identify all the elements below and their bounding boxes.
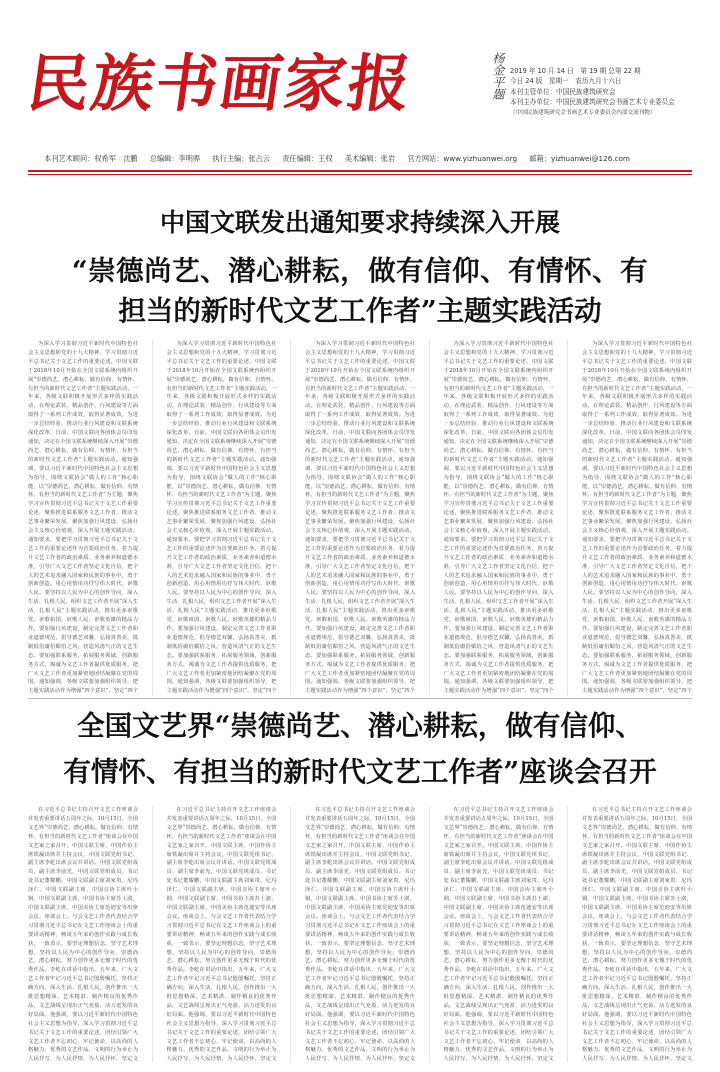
column-separator (567, 340, 568, 695)
issue-date: 2019 年 10 月 14 日 第 19 期 总第 22 期 (510, 67, 641, 75)
publication-note: （中国民族建筑研究会书画艺术专业委员会内部交流刊物） (510, 109, 656, 116)
article2-body (28, 806, 692, 1062)
article2-column: 在习近平总书记主持召开文艺工作座谈会并发表重要讲话五周年之际，10月15日，全国文艺界“崇德尚艺、潜心耕耘，做有信仰、有情怀、有担当的新时代文艺工作者”座谈会在中国文艺家之家召开。中国文联主席、中国作协主席铁凝出席并主持会议，中国文联党组书记、副主席李屹出席会议并讲话。中国文联党组成员、副主席李前光，中国文联党组成员、书记处书记董耀鹏，中国文联副主席刘家贵、尼玛泽仁、中国文联副主席、中国音协主席叶小钢，中国文联副主席、中国书协主席苏士澍，中国文联副主席、中国美协主席范迪安等出席会议。座谈会上，与会文艺工作者代表结合学习贯彻习近平总书记在文艺工作座谈会上的重要讲话精神，畅谈五年来的创作实践与成长收获，一致表示，要坚定理想信念，坚守艺术理想，坚持以人民为中心的创作导向，崇德尚艺、潜心耕耘，努力创作更多无愧于时代的优秀作品。李屹在讲话中指出，五年来，广大文艺工作者牢记习近平总书记殷殷嘱托，坚持正确方向，深入生活、扎根人民，创作推出一大批思想精深、艺术精湛、制作精良的优秀作品，文艺战线呈现出正气充盈、活力迸发的良好局面。他强调，要以习近平新时代中国特色社会主义思想为指导，深入学习贯彻习近平总书记关于文艺工作的重要论述，团结引领广大文艺工作者不忘初心、牢记使命，以高尚的人格魅力、优秀的文艺作品、文明的行为举止为人民抒写、为人民抒情、为人民抒怀，坚定文 (582, 807, 692, 1062)
article1-title-line2: 担当的新时代文艺工作者”主题实践活动 (118, 295, 602, 327)
article2-column: 在习近平总书记主持召开文艺工作座谈会并发表重要讲话五周年之际，10月15日，全国文艺界“崇德尚艺、潜心耕耘，做有信仰、有情怀、有担当的新时代文艺工作者”座谈会在中国文艺家之家召开。中国文联主席、中国作协主席铁凝出席并主持会议，中国文联党组书记、副主席李屹出席会议并讲话。中国文联党组成员、副主席李前光，中国文联党组成员、书记处书记董耀鹏，中国文联副主席刘家贵、尼玛泽仁、中国文联副主席、中国音协主席叶小钢，中国文联副主席、中国书协主席苏士澍，中国文联副主席、中国美协主席范迪安等出席会议。座谈会上，与会文艺工作者代表结合学习贯彻习近平总书记在文艺工作座谈会上的重要讲话精神，畅谈五年来的创作实践与成长收获，一致表示，要坚定理想信念，坚守艺术理想，坚持以人民为中心的创作导向，崇德尚艺、潜心耕耘，努力创作更多无愧于时代的优秀作品。李屹在讲话中指出，五年来，广大文艺工作者牢记习近平总书记殷殷嘱托，坚持正确方向，深入生活、扎根人民，创作推出一大批思想精深、艺术精湛、制作精良的优秀作品，文艺战线呈现出正气充盈、活力迸发的良好局面。他强调，要以习近平新时代中国特色社会主义思想为指导，深入学习贯彻习近平总书记关于文艺工作的重要论述，团结引领广大文艺工作者不忘初心、牢记使命，以高尚的人格魅力、优秀的文艺作品、文明的行为举止为人民抒写、为人民抒情、为人民抒怀，坚定文 (166, 807, 277, 1062)
header-rule-thin (28, 174, 692, 175)
staff-bar (44, 152, 684, 166)
staff-exec-editor: 执行主编：张占云 (212, 154, 270, 163)
article1-column: 为深入学习贯彻习近平新时代中国特色社会主义思想和党的十九大精神，学习贯彻习近平总书记关于文艺工作的重要论述，中国文联于2018年10月开始在全国文联系统内组织开展“崇德尚艺、潜心耕耘，做有信仰、有情怀、有担当的新时代文艺工作者”主题实践活动，一年来，各级文联积极开展形式多样的实践活动，在理论武装、精品创作、行风建设等方面取得了一系列工作成效，取得显著成效。为进一步总结经验、推动行业行风建设和文联系统深化改革，日前，中国文联向各团体会员印发通知，决定在全国文联系统继续深入开展“崇德尚艺、潜心耕耘，做有信仰、有情怀、有担当的新时代文艺工作者”主题实践活动。通知强调，要以习近平新时代中国特色社会主义思想为指导，围绕文联协会“做人的工作”核心职能，以“崇德尚艺、潜心耕耘，做有信仰、有情怀、有担当的新时代文艺工作者”为主题，聚焦学习宣传贯彻习近平总书记关于文艺工作重要论述，聚焦推进联系服务文艺工作者、推动文艺事业繁荣发展，聚焦加强行风建设、弘扬社会主义核心价值观，深入开展主题实践活动。通知要求，要把学习贯彻习近平总书记关于文艺工作的重要论述作为首要政治任务，着力提升文艺工作者的政治素质、业务素养和道德水准，引导广大文艺工作者坚定文化自信，把个人的艺术追求融入国家和民族的事业中，勇于创新创造，用心用情用功抒写伟大时代、讴歌人民。要坚持以人民为中心的创作导向，深入生活、扎根人民，组织文艺工作者开展“深入生活、扎根人民”主题实践活动，推出更多讴歌党、讴歌祖国、讴歌人民、讴歌英雄的精品力作。要加强行风建设，制定完善文艺工作者职业道德规范，倡导德艺双馨，弘扬真善美，抵制低俗庸俗媚俗之风，营造风清气正的文艺生态。要加强联系服务，拓展服务领域，创新服务方式，竭诚为文艺工作者提供优质服务，把广大文艺工作者更加紧密地团结凝聚在党的周围。通知强调，各级文联要加强组织领导，把主题实践活动作为增强“四个意识”、坚定“四个 (166, 341, 277, 695)
calligraphy-signature: 杨金平题 (491, 52, 505, 100)
host-line: 本刊主办单位：中国民族建筑研究会书画艺术专业委员会 (510, 98, 675, 107)
staff-editor-in-chief: 总编辑：李明骅 (149, 154, 201, 163)
article1-column: 为深入学习贯彻习近平新时代中国特色社会主义思想和党的十九大精神，学习贯彻习近平总书记关于文艺工作的重要论述，中国文联于2018年10月开始在全国文联系统内组织开展“崇德尚艺、潜心耕耘，做有信仰、有情怀、有担当的新时代文艺工作者”主题实践活动，一年来，各级文联积极开展形式多样的实践活动，在理论武装、精品创作、行风建设等方面取得了一系列工作成效，取得显著成效。为进一步总结经验、推动行业行风建设和文联系统深化改革，日前，中国文联向各团体会员印发通知，决定在全国文联系统继续深入开展“崇德尚艺、潜心耕耘，做有信仰、有情怀、有担当的新时代文艺工作者”主题实践活动。通知强调，要以习近平新时代中国特色社会主义思想为指导，围绕文联协会“做人的工作”核心职能，以“崇德尚艺、潜心耕耘，做有信仰、有情怀、有担当的新时代文艺工作者”为主题，聚焦学习宣传贯彻习近平总书记关于文艺工作重要论述，聚焦推进联系服务文艺工作者、推动文艺事业繁荣发展，聚焦加强行风建设、弘扬社会主义核心价值观，深入开展主题实践活动。通知要求，要把学习贯彻习近平总书记关于文艺工作的重要论述作为首要政治任务，着力提升文艺工作者的政治素质、业务素养和道德水准，引导广大文艺工作者坚定文化自信，把个人的艺术追求融入国家和民族的事业中，勇于创新创造，用心用情用功抒写伟大时代、讴歌人民。要坚持以人民为中心的创作导向，深入生活、扎根人民，组织文艺工作者开展“深入生活、扎根人民”主题实践活动，推出更多讴歌党、讴歌祖国、讴歌人民、讴歌英雄的精品力作。要加强行风建设，制定完善文艺工作者职业道德规范，倡导德艺双馨，弘扬真善美，抵制低俗庸俗媚俗之风，营造风清气正的文艺生态。要加强联系服务，拓展服务领域，创新服务方式，竭诚为文艺工作者提供优质服务，把广大文艺工作者更加紧密地团结凝聚在党的周围。通知强调，各级文联要加强组织领导，把主题实践活动作为增强“四个意识”、坚定“四个 (443, 341, 554, 695)
article2-column: 在习近平总书记主持召开文艺工作座谈会并发表重要讲话五周年之际，10月15日，全国文艺界“崇德尚艺、潜心耕耘，做有信仰、有情怀、有担当的新时代文艺工作者”座谈会在中国文艺家之家召开。中国文联主席、中国作协主席铁凝出席并主持会议，中国文联党组书记、副主席李屹出席会议并讲话。中国文联党组成员、副主席李前光，中国文联党组成员、书记处书记董耀鹏，中国文联副主席刘家贵、尼玛泽仁、中国文联副主席、中国音协主席叶小钢，中国文联副主席、中国书协主席苏士澍，中国文联副主席、中国美协主席范迪安等出席会议。座谈会上，与会文艺工作者代表结合学习贯彻习近平总书记在文艺工作座谈会上的重要讲话精神，畅谈五年来的创作实践与成长收获，一致表示，要坚定理想信念，坚守艺术理想，坚持以人民为中心的创作导向，崇德尚艺、潜心耕耘，努力创作更多无愧于时代的优秀作品。李屹在讲话中指出，五年来，广大文艺工作者牢记习近平总书记殷殷嘱托，坚持正确方向，深入生活、扎根人民，创作推出一大批思想精深、艺术精湛、制作精良的优秀作品，文艺战线呈现出正气充盈、活力迸发的良好局面。他强调，要以习近平新时代中国特色社会主义思想为指导，深入学习贯彻习近平总书记关于文艺工作的重要论述，团结引领广大文艺工作者不忘初心、牢记使命，以高尚的人格魅力、优秀的文艺作品、文明的行为举止为人民抒写、为人民抒情、为人民抒怀，坚定文 (28, 807, 138, 1062)
column-separator (429, 340, 430, 695)
sponsor-line: 本刊主管单位：中国民族建筑研究会 (510, 87, 616, 96)
article1-column: 为深入学习贯彻习近平新时代中国特色社会主义思想和党的十九大精神，学习贯彻习近平总书记关于文艺工作的重要论述，中国文联于2018年10月开始在全国文联系统内组织开展“崇德尚艺、潜心耕耘，做有信仰、有情怀、有担当的新时代文艺工作者”主题实践活动，一年来，各级文联积极开展形式多样的实践活动，在理论武装、精品创作、行风建设等方面取得了一系列工作成效，取得显著成效。为进一步总结经验、推动行业行风建设和文联系统深化改革，日前，中国文联向各团体会员印发通知，决定在全国文联系统继续深入开展“崇德尚艺、潜心耕耘，做有信仰、有情怀、有担当的新时代文艺工作者”主题实践活动。通知强调，要以习近平新时代中国特色社会主义思想为指导，围绕文联协会“做人的工作”核心职能，以“崇德尚艺、潜心耕耘，做有信仰、有情怀、有担当的新时代文艺工作者”为主题，聚焦学习宣传贯彻习近平总书记关于文艺工作重要论述，聚焦推进联系服务文艺工作者、推动文艺事业繁荣发展，聚焦加强行风建设、弘扬社会主义核心价值观，深入开展主题实践活动。通知要求，要把学习贯彻习近平总书记关于文艺工作的重要论述作为首要政治任务，着力提升文艺工作者的政治素质、业务素养和道德水准，引导广大文艺工作者坚定文化自信，把个人的艺术追求融入国家和民族的事业中，勇于创新创造，用心用情用功抒写伟大时代、讴歌人民。要坚持以人民为中心的创作导向，深入生活、扎根人民，组织文艺工作者开展“深入生活、扎根人民”主题实践活动，推出更多讴歌党、讴歌祖国、讴歌人民、讴歌英雄的精品力作。要加强行风建设，制定完善文艺工作者职业道德规范，倡导德艺双馨，弘扬真善美，抵制低俗庸俗媚俗之风，营造风清气正的文艺生态。要加强联系服务，拓展服务领域，创新服务方式，竭诚为文艺工作者提供优质服务，把广大文艺工作者更加紧密地团结凝聚在党的周围。通知强调，各级文联要加强组织领导，把主题实践活动作为增强“四个意识”、坚定“四个 (28, 341, 138, 695)
article2-title-line1: 全国文艺界“崇德尚艺、潜心耕耘，做有信仰、 (77, 710, 643, 742)
article1-title-line1: “崇德尚艺、潜心耕耘，做有信仰、有情怀、有 (71, 255, 649, 287)
article1-column: 为深入学习贯彻习近平新时代中国特色社会主义思想和党的十九大精神，学习贯彻习近平总书记关于文艺工作的重要论述，中国文联于2018年10月开始在全国文联系统内组织开展“崇德尚艺、潜心耕耘，做有信仰、有情怀、有担当的新时代文艺工作者”主题实践活动，一年来，各级文联积极开展形式多样的实践活动，在理论武装、精品创作、行风建设等方面取得了一系列工作成效，取得显著成效。为进一步总结经验、推动行业行风建设和文联系统深化改革，日前，中国文联向各团体会员印发通知，决定在全国文联系统继续深入开展“崇德尚艺、潜心耕耘，做有信仰、有情怀、有担当的新时代文艺工作者”主题实践活动。通知强调，要以习近平新时代中国特色社会主义思想为指导，围绕文联协会“做人的工作”核心职能，以“崇德尚艺、潜心耕耘，做有信仰、有情怀、有担当的新时代文艺工作者”为主题，聚焦学习宣传贯彻习近平总书记关于文艺工作重要论述，聚焦推进联系服务文艺工作者、推动文艺事业繁荣发展，聚焦加强行风建设、弘扬社会主义核心价值观，深入开展主题实践活动。通知要求，要把学习贯彻习近平总书记关于文艺工作的重要论述作为首要政治任务，着力提升文艺工作者的政治素质、业务素养和道德水准，引导广大文艺工作者坚定文化自信，把个人的艺术追求融入国家和民族的事业中，勇于创新创造，用心用情用功抒写伟大时代、讴歌人民。要坚持以人民为中心的创作导向，深入生活、扎根人民，组织文艺工作者开展“深入生活、扎根人民”主题实践活动，推出更多讴歌党、讴歌祖国、讴歌人民、讴歌英雄的精品力作。要加强行风建设，制定完善文艺工作者职业道德规范，倡导德艺双馨，弘扬真善美，抵制低俗庸俗媚俗之风，营造风清气正的文艺生态。要加强联系服务，拓展服务领域，创新服务方式，竭诚为文艺工作者提供优质服务，把广大文艺工作者更加紧密地团结凝聚在党的周围。通知强调，各级文联要加强组织领导，把主题实践活动作为增强“四个意识”、坚定“四个 (305, 341, 415, 695)
column-separator (152, 340, 153, 695)
masthead-info (510, 66, 715, 118)
article2-column: 在习近平总书记主持召开文艺工作座谈会并发表重要讲话五周年之际，10月15日，全国文艺界“崇德尚艺、潜心耕耘，做有信仰、有情怀、有担当的新时代文艺工作者”座谈会在中国文艺家之家召开。中国文联主席、中国作协主席铁凝出席并主持会议，中国文联党组书记、副主席李屹出席会议并讲话。中国文联党组成员、副主席李前光，中国文联党组成员、书记处书记董耀鹏，中国文联副主席刘家贵、尼玛泽仁、中国文联副主席、中国音协主席叶小钢，中国文联副主席、中国书协主席苏士澍，中国文联副主席、中国美协主席范迪安等出席会议。座谈会上，与会文艺工作者代表结合学习贯彻习近平总书记在文艺工作座谈会上的重要讲话精神，畅谈五年来的创作实践与成长收获，一致表示，要坚定理想信念，坚守艺术理想，坚持以人民为中心的创作导向，崇德尚艺、潜心耕耘，努力创作更多无愧于时代的优秀作品。李屹在讲话中指出，五年来，广大文艺工作者牢记习近平总书记殷殷嘱托，坚持正确方向，深入生活、扎根人民，创作推出一大批思想精深、艺术精湛、制作精良的优秀作品，文艺战线呈现出正气充盈、活力迸发的良好局面。他强调，要以习近平新时代中国特色社会主义思想为指导，深入学习贯彻习近平总书记关于文艺工作的重要论述，团结引领广大文艺工作者不忘初心、牢记使命，以高尚的人格魅力、优秀的文艺作品、文明的行为举止为人民抒写、为人民抒情、为人民抒怀，坚定文 (443, 807, 554, 1062)
website-link[interactable]: 官方网站：www.yizhuanwei.org (407, 154, 518, 163)
column-separator (290, 806, 291, 1062)
column-separator (567, 806, 568, 1062)
article-divider (28, 698, 692, 699)
header-rule (28, 170, 692, 172)
column-separator (429, 806, 430, 1062)
staff-duty-editor: 责任编辑：王权 (282, 154, 333, 163)
email-link[interactable]: 邮箱：yizhuanwei@126.com (529, 154, 630, 163)
staff-art-editor: 美术编辑：张岩 (344, 154, 396, 163)
article2-title-line2: 有情怀、有担当的新时代文艺工作者”座谈会召开 (63, 756, 657, 788)
article1-column: 为深入学习贯彻习近平新时代中国特色社会主义思想和党的十九大精神，学习贯彻习近平总书记关于文艺工作的重要论述，中国文联于2018年10月开始在全国文联系统内组织开展“崇德尚艺、潜心耕耘，做有信仰、有情怀、有担当的新时代文艺工作者”主题实践活动，一年来，各级文联积极开展形式多样的实践活动，在理论武装、精品创作、行风建设等方面取得了一系列工作成效，取得显著成效。为进一步总结经验、推动行业行风建设和文联系统深化改革，日前，中国文联向各团体会员印发通知，决定在全国文联系统继续深入开展“崇德尚艺、潜心耕耘，做有信仰、有情怀、有担当的新时代文艺工作者”主题实践活动。通知强调，要以习近平新时代中国特色社会主义思想为指导，围绕文联协会“做人的工作”核心职能，以“崇德尚艺、潜心耕耘，做有信仰、有情怀、有担当的新时代文艺工作者”为主题，聚焦学习宣传贯彻习近平总书记关于文艺工作重要论述，聚焦推进联系服务文艺工作者、推动文艺事业繁荣发展，聚焦加强行风建设、弘扬社会主义核心价值观，深入开展主题实践活动。通知要求，要把学习贯彻习近平总书记关于文艺工作的重要论述作为首要政治任务，着力提升文艺工作者的政治素质、业务素养和道德水准，引导广大文艺工作者坚定文化自信，把个人的艺术追求融入国家和民族的事业中，勇于创新创造，用心用情用功抒写伟大时代、讴歌人民。要坚持以人民为中心的创作导向，深入生活、扎根人民，组织文艺工作者开展“深入生活、扎根人民”主题实践活动，推出更多讴歌党、讴歌祖国、讴歌人民、讴歌英雄的精品力作。要加强行风建设，制定完善文艺工作者职业道德规范，倡导德艺双馨，弘扬真善美，抵制低俗庸俗媚俗之风，营造风清气正的文艺生态。要加强联系服务，拓展服务领域，创新服务方式，竭诚为文艺工作者提供优质服务，把广大文艺工作者更加紧密地团结凝聚在党的周围。通知强调，各级文联要加强组织领导，把主题实践活动作为增强“四个意识”、坚定“四个 (582, 341, 692, 695)
issue-meta: 今日 24 版 星期一 农历九月十六日 (510, 77, 622, 86)
article1-kicker: 中国文联发出通知要求持续深入开展 (159, 208, 560, 237)
staff-advisor: 本刊艺术顾问：权希军 沈鹏 (44, 154, 138, 163)
masthead-title: 民族书画家报 (22, 47, 418, 120)
masthead (0, 0, 720, 150)
column-separator (290, 340, 291, 695)
column-separator (152, 806, 153, 1062)
article1-body (28, 340, 692, 695)
article2-column: 在习近平总书记主持召开文艺工作座谈会并发表重要讲话五周年之际，10月15日，全国文艺界“崇德尚艺、潜心耕耘，做有信仰、有情怀、有担当的新时代文艺工作者”座谈会在中国文艺家之家召开。中国文联主席、中国作协主席铁凝出席并主持会议，中国文联党组书记、副主席李屹出席会议并讲话。中国文联党组成员、副主席李前光，中国文联党组成员、书记处书记董耀鹏，中国文联副主席刘家贵、尼玛泽仁、中国文联副主席、中国音协主席叶小钢，中国文联副主席、中国书协主席苏士澍，中国文联副主席、中国美协主席范迪安等出席会议。座谈会上，与会文艺工作者代表结合学习贯彻习近平总书记在文艺工作座谈会上的重要讲话精神，畅谈五年来的创作实践与成长收获，一致表示，要坚定理想信念，坚守艺术理想，坚持以人民为中心的创作导向，崇德尚艺、潜心耕耘，努力创作更多无愧于时代的优秀作品。李屹在讲话中指出，五年来，广大文艺工作者牢记习近平总书记殷殷嘱托，坚持正确方向，深入生活、扎根人民，创作推出一大批思想精深、艺术精湛、制作精良的优秀作品，文艺战线呈现出正气充盈、活力迸发的良好局面。他强调，要以习近平新时代中国特色社会主义思想为指导，深入学习贯彻习近平总书记关于文艺工作的重要论述，团结引领广大文艺工作者不忘初心、牢记使命，以高尚的人格魅力、优秀的文艺作品、文明的行为举止为人民抒写、为人民抒情、为人民抒怀，坚定文 (305, 807, 415, 1062)
